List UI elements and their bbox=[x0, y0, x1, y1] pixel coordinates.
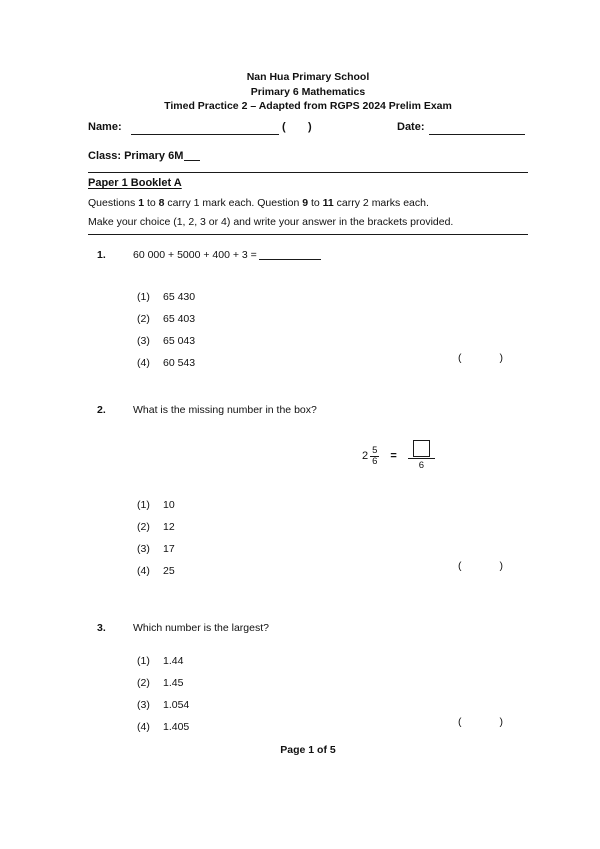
instr1-part-c: carry 1 mark each. Question bbox=[164, 197, 303, 209]
question-3-option-list bbox=[137, 650, 189, 738]
option-number: (1) bbox=[137, 499, 150, 511]
option-number: (4) bbox=[137, 721, 150, 733]
question-2-text: What is the missing number in the box? bbox=[133, 404, 317, 416]
option-text: 1.45 bbox=[163, 677, 184, 689]
equation-whole-number: 2 bbox=[362, 450, 369, 462]
school-name: Nan Hua Primary School bbox=[246, 71, 370, 83]
missing-number-box[interactable] bbox=[413, 440, 430, 457]
question-3-option-2[interactable] bbox=[137, 672, 189, 694]
question-1-answer-blank[interactable] bbox=[259, 259, 321, 260]
fraction-denominator: 6 bbox=[372, 455, 378, 467]
question-1-option-4[interactable] bbox=[137, 352, 195, 374]
class-input-line[interactable] bbox=[184, 160, 200, 161]
question-1-answer-bracket[interactable] bbox=[458, 352, 503, 364]
question-3-answer-bracket[interactable] bbox=[458, 716, 503, 728]
equation-mixed-fraction bbox=[370, 446, 379, 467]
option-text: 65 403 bbox=[163, 313, 196, 325]
divider-bottom bbox=[88, 234, 528, 235]
option-number: (3) bbox=[137, 543, 150, 555]
question-2-number: 2. bbox=[97, 404, 106, 416]
exam-title: Timed Practice 2 – Adapted from RGPS 2024 Prelim Exam bbox=[164, 100, 452, 112]
question-3-number: 3. bbox=[97, 622, 106, 634]
question-3-option-3[interactable] bbox=[137, 694, 189, 716]
instr1-bold-2: 8 bbox=[158, 197, 165, 209]
index-number-brackets[interactable] bbox=[282, 121, 312, 133]
instruction-line-2: Make your choice (1, 2, 3 or 4) and write your answer in the brackets provided. bbox=[88, 216, 454, 228]
option-number: (3) bbox=[137, 699, 150, 711]
page-footer: Page 1 of 5 bbox=[280, 744, 336, 756]
subject-title: Primary 6 Mathematics bbox=[250, 85, 366, 98]
date-input-line[interactable] bbox=[429, 134, 525, 135]
option-number: (2) bbox=[137, 313, 150, 325]
option-number: (1) bbox=[137, 291, 150, 303]
question-2-option-list bbox=[137, 494, 175, 582]
question-3-option-4[interactable] bbox=[137, 716, 189, 738]
option-text: 25 bbox=[163, 565, 175, 577]
option-text: 1.405 bbox=[163, 721, 190, 733]
instr1-part-e: carry 2 marks each. bbox=[333, 197, 429, 209]
question-3-option-1[interactable] bbox=[137, 650, 189, 672]
instr1-bold-4: 11 bbox=[322, 197, 334, 209]
fraction-numerator: 5 bbox=[372, 444, 378, 456]
instr1-part-d: to bbox=[308, 197, 323, 209]
instr1-bold-1: 1 bbox=[138, 197, 145, 209]
divider-top bbox=[88, 172, 528, 173]
class-row bbox=[88, 150, 200, 162]
option-number: (3) bbox=[137, 335, 150, 347]
name-date-row bbox=[88, 121, 528, 139]
instr1-part-b: to bbox=[144, 197, 159, 209]
option-number: (4) bbox=[137, 565, 150, 577]
option-number: (2) bbox=[137, 521, 150, 533]
option-text: 17 bbox=[163, 543, 175, 555]
bracket-open: ( bbox=[458, 352, 462, 364]
equation-box-fraction bbox=[408, 440, 435, 472]
option-text: 65 430 bbox=[163, 291, 196, 303]
question-1-stem: 60 000 + 5000 + 400 + 3 = bbox=[133, 249, 257, 261]
question-1-number: 1. bbox=[97, 249, 106, 261]
question-2-option-2[interactable] bbox=[137, 516, 175, 538]
page-header bbox=[88, 70, 528, 114]
option-number: (2) bbox=[137, 677, 150, 689]
instruction-line-1 bbox=[88, 194, 528, 213]
question-1-option-list bbox=[137, 286, 195, 374]
option-text: 60 543 bbox=[163, 357, 196, 369]
equals-sign: = bbox=[390, 450, 397, 462]
class-label: Class: Primary 6M bbox=[88, 150, 184, 162]
bracket-open: ( bbox=[458, 716, 462, 728]
option-text: 10 bbox=[163, 499, 175, 511]
name-input-line[interactable] bbox=[131, 134, 279, 135]
date-label: Date: bbox=[397, 121, 425, 133]
index-paren-open: ( bbox=[282, 121, 286, 133]
bracket-close: ) bbox=[499, 352, 503, 364]
name-label: Name: bbox=[88, 121, 122, 133]
box-fraction-denominator: 6 bbox=[418, 460, 424, 471]
question-1-option-2[interactable] bbox=[137, 308, 195, 330]
instr1-part-a: Questions bbox=[88, 197, 139, 209]
question-2-equation bbox=[362, 440, 435, 472]
question-3-text: Which number is the largest? bbox=[133, 622, 269, 634]
option-text: 1.44 bbox=[163, 655, 184, 667]
option-text: 65 043 bbox=[163, 335, 196, 347]
bracket-close: ) bbox=[499, 560, 503, 572]
question-1-option-1[interactable] bbox=[137, 286, 195, 308]
option-number: (1) bbox=[137, 655, 150, 667]
option-text: 12 bbox=[163, 521, 175, 533]
option-number: (4) bbox=[137, 357, 150, 369]
question-1-text bbox=[133, 249, 321, 261]
booklet-title: Paper 1 Booklet A bbox=[88, 177, 182, 189]
question-2-option-4[interactable] bbox=[137, 560, 175, 582]
bracket-close: ) bbox=[499, 716, 503, 728]
question-2-option-1[interactable] bbox=[137, 494, 175, 516]
question-2-option-3[interactable] bbox=[137, 538, 175, 560]
instr1-bold-3: 9 bbox=[302, 197, 309, 209]
question-1-option-3[interactable] bbox=[137, 330, 195, 352]
index-paren-close: ) bbox=[308, 121, 312, 133]
option-text: 1.054 bbox=[163, 699, 190, 711]
bracket-open: ( bbox=[458, 560, 462, 572]
question-2-answer-bracket[interactable] bbox=[458, 560, 503, 572]
